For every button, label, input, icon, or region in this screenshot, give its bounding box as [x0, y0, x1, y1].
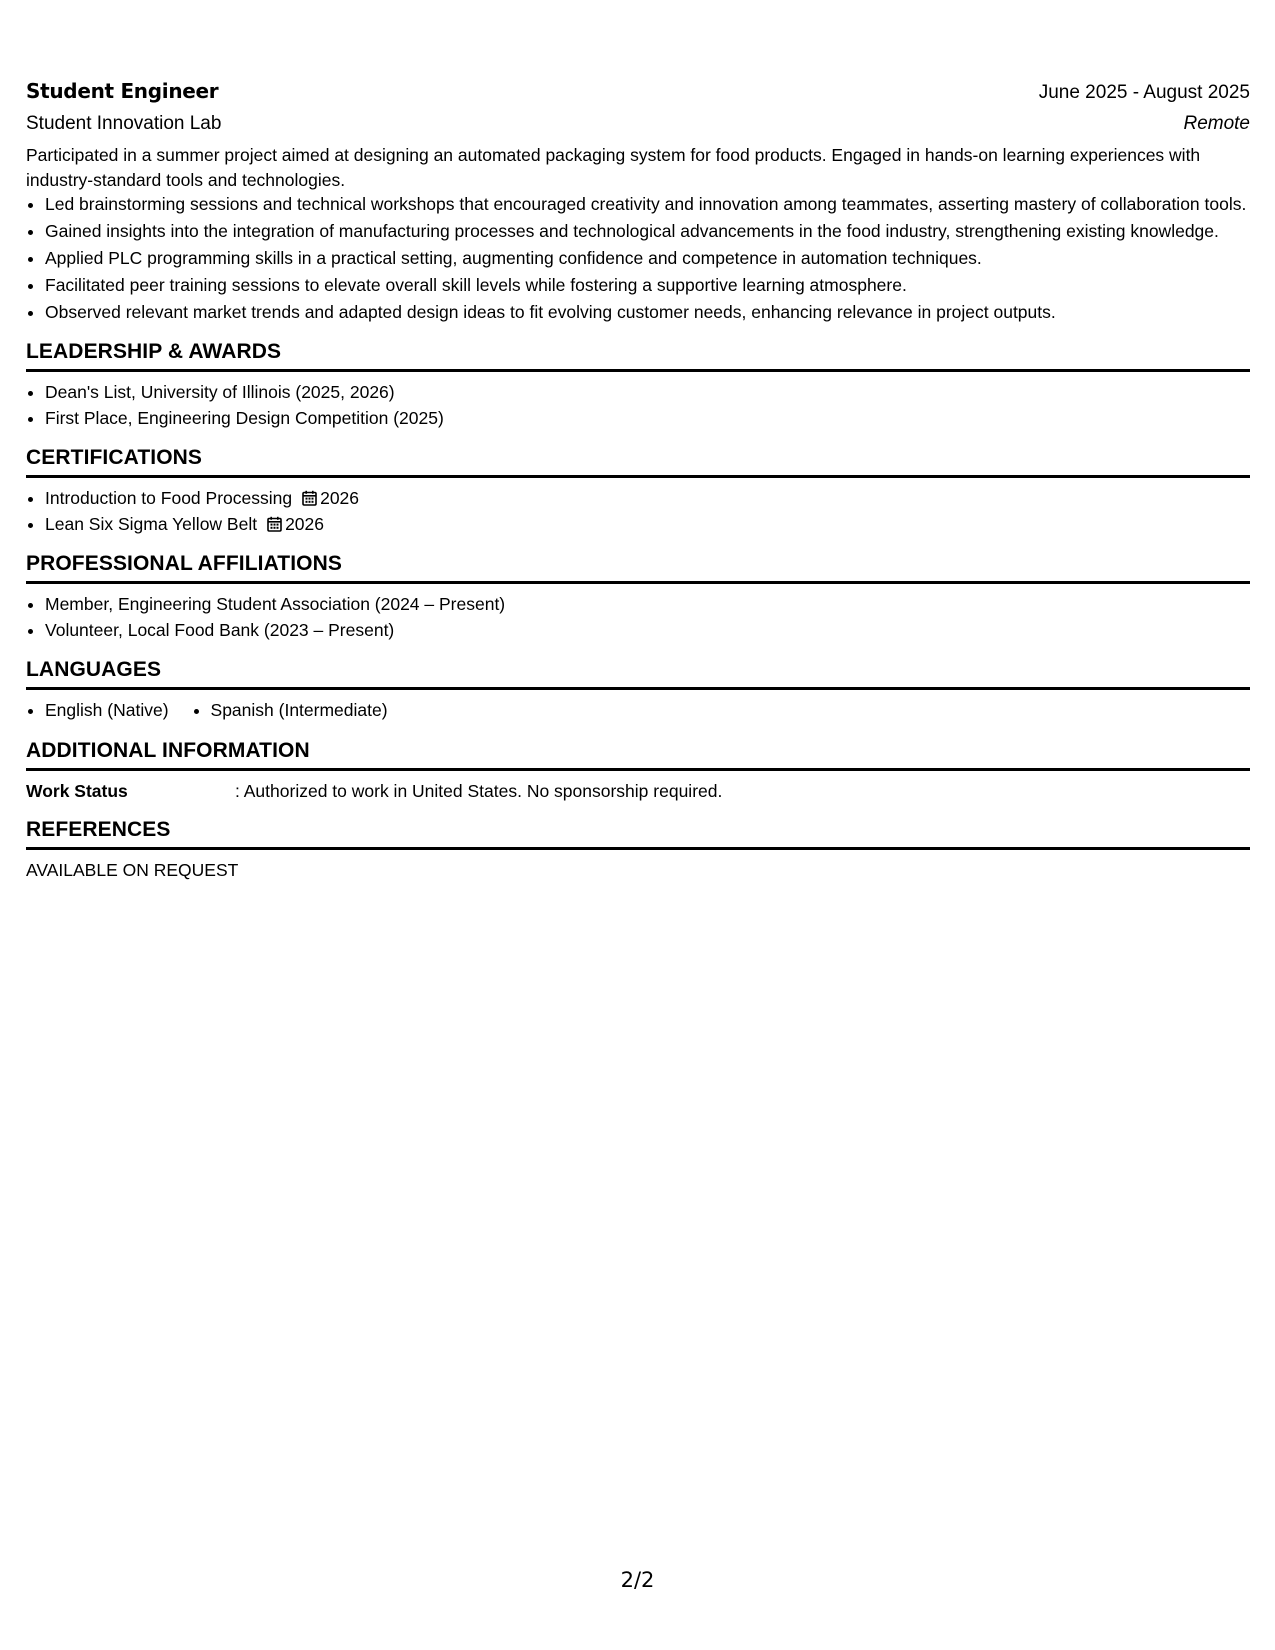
work-status-row [26, 779, 1250, 803]
additional-info-section [26, 736, 1250, 803]
list-item: • Facilitated peer training sessions to elevate overall skill levels while fostering a supportive learning atmosphere. [45, 273, 1250, 298]
certification-name: Introduction to Food Processing [45, 487, 293, 508]
section-heading: PROFESSIONAL AFFILIATIONS [26, 549, 1250, 584]
job-subheader [26, 110, 1250, 138]
list-item: • Observed relevant market trends and adapted design ideas to fit evolving customer needs, enhancing relevance in project outputs. [45, 300, 1250, 325]
leadership-list [26, 380, 1250, 431]
list-item: • Led brainstorming sessions and technical workshops that encouraged creativity and innovation among teammates, asserting mastery of collaboration tools. [45, 192, 1250, 217]
list-item [45, 486, 1250, 511]
job-header [26, 74, 1250, 110]
list-item: • Dean's List, University of Illinois (2025, 2026) [45, 380, 1250, 405]
work-status-value: : Authorized to work in United States. No sponsorship required. [235, 781, 723, 801]
affiliations-list [26, 592, 1250, 643]
list-item: • Applied PLC programming skills in a practical setting, augmenting confidence and competence in automation techniques. [45, 246, 1250, 271]
references-text: AVAILABLE ON REQUEST [26, 860, 239, 880]
resume-page [26, 74, 1250, 882]
job-organization: Student Innovation Lab [26, 113, 222, 134]
languages-section [26, 655, 1250, 725]
certification-year: 2026 [320, 487, 360, 508]
leadership-section [26, 337, 1250, 431]
job-title: Student Engineer [26, 79, 219, 103]
list-item: • English (Native) [45, 698, 169, 723]
list-item: • Volunteer, Local Food Bank (2023 – Present) [45, 618, 1250, 643]
work-status-label: Work Status [26, 781, 128, 801]
list-item: • Spanish (Intermediate) [211, 698, 388, 723]
section-heading: REFERENCES [26, 815, 1250, 850]
list-item: • Member, Engineering Student Association (2024 – Present) [45, 592, 1250, 617]
list-item [45, 512, 1250, 537]
certifications-section [26, 443, 1250, 537]
job-location: Remote [1183, 113, 1250, 134]
languages-list [26, 698, 1250, 725]
job-summary: Participated in a summer project aimed at designing an automated packaging system for food products. Engaged in hands-on learning experiences with industry-standard tools and technologies. [26, 145, 1201, 190]
section-heading: LANGUAGES [26, 655, 1250, 690]
calendar-icon [302, 490, 317, 506]
calendar-icon [267, 516, 282, 532]
experience-entry [26, 74, 1250, 325]
certification-year: 2026 [285, 514, 325, 534]
certification-name: Lean Six Sigma Yellow Belt [45, 514, 258, 534]
section-heading: ADDITIONAL INFORMATION [26, 736, 1250, 771]
list-item: • First Place, Engineering Design Competition (2025) [45, 406, 1250, 431]
job-dates: June 2025 - August 2025 [1038, 82, 1250, 103]
page-number: 2/2 [620, 1568, 655, 1592]
list-item: • Gained insights into the integration of manufacturing processes and technological advancements in the food industry, strengthening existing knowledge. [45, 219, 1250, 244]
section-heading: LEADERSHIP & AWARDS [26, 337, 1250, 372]
affiliations-section [26, 549, 1250, 643]
certifications-list [26, 486, 1250, 537]
section-heading: CERTIFICATIONS [26, 443, 1250, 478]
references-section [26, 815, 1250, 882]
job-bullet-list [26, 192, 1250, 325]
